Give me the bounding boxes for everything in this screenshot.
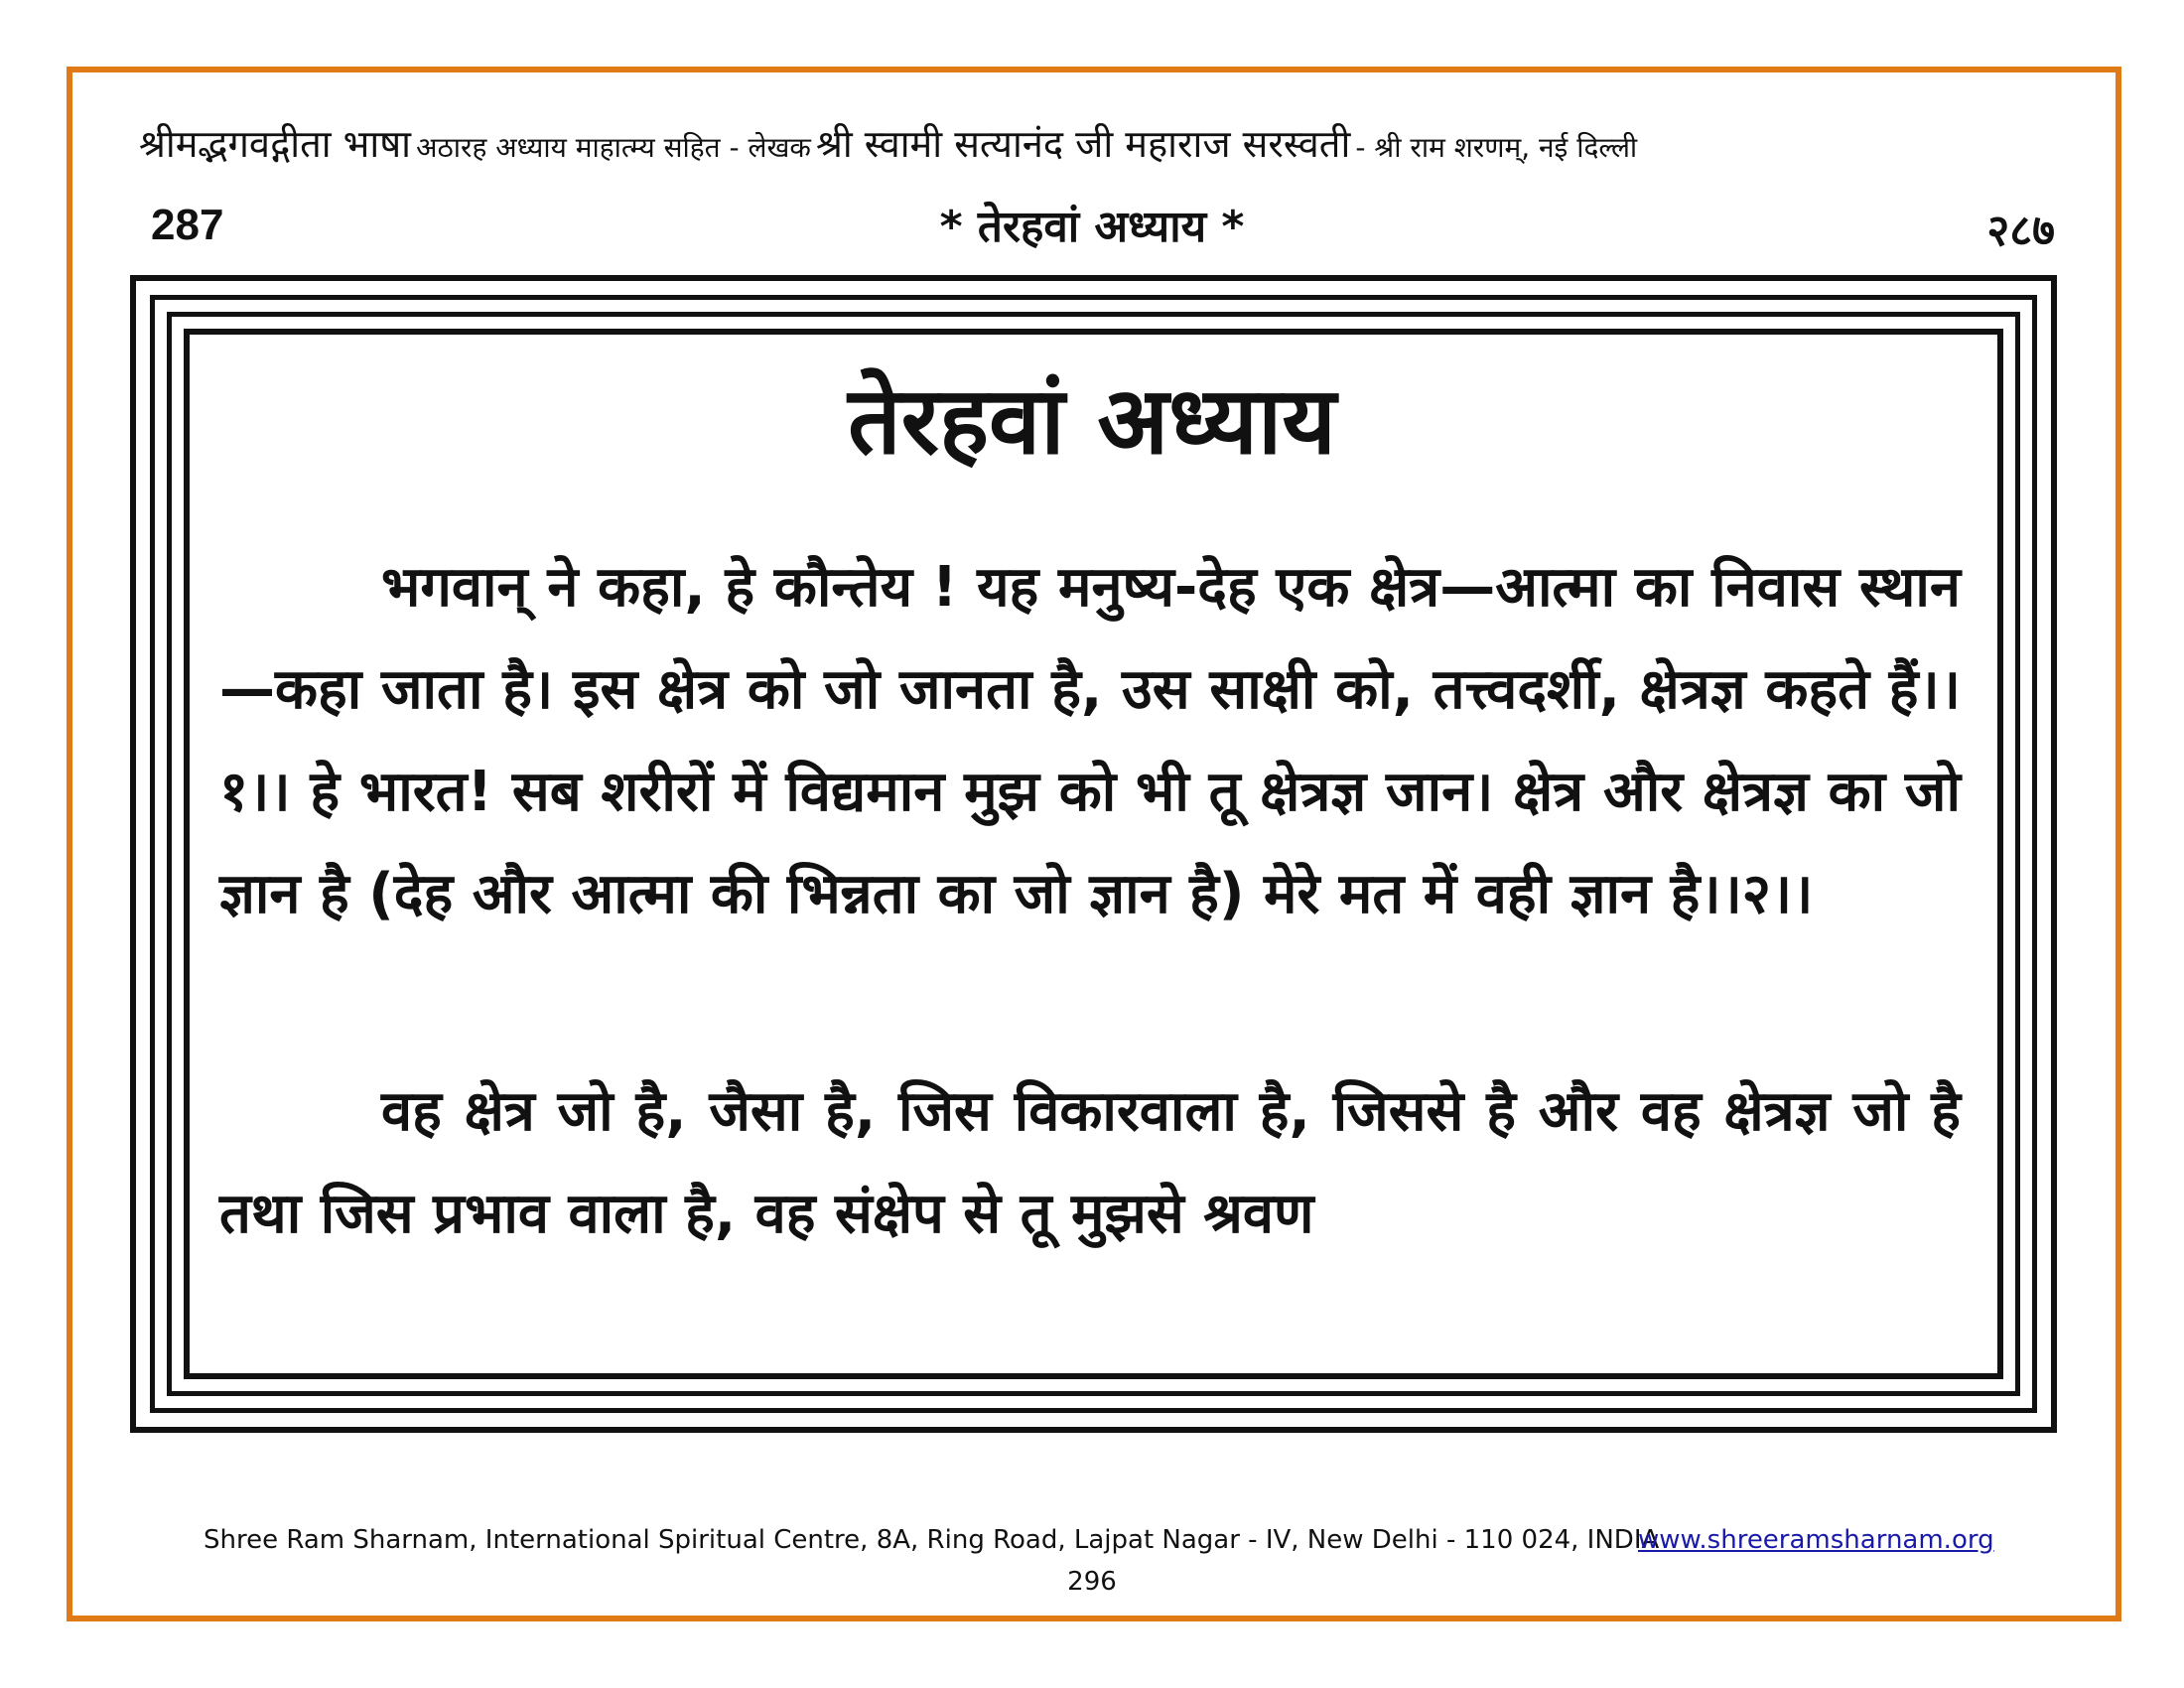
- page-number-latin: 287: [151, 201, 224, 249]
- book-title: श्रीमद्भगवद्गीता भाषा: [139, 122, 412, 166]
- page-number-devanagari: २८७: [1986, 206, 2055, 256]
- book-subtitle: अठारह अध्याय माहात्म्य सहित - लेखक: [416, 131, 811, 164]
- publisher: - श्री राम शरणम्, नई दिल्ली: [1355, 131, 1638, 164]
- chapter-heading: * तेरहवां अध्याय *: [939, 202, 1245, 252]
- chapter-title: तेरहवां अध्याय: [848, 367, 1336, 476]
- website-link[interactable]: www.shreeramsharnam.org: [1638, 1525, 1994, 1555]
- author-name: श्री स्वामी सत्यानंद जी महाराज सरस्वती: [815, 122, 1351, 166]
- verse-paragraph-1: भगवान् ने कहा, हे कौन्तेय ! यह मनुष्य-देह एक क्षेत्र—आत्मा का निवास स्थान—कहा जाता है। इस क्षेत्र को जो जानता है, उस साक्षी को, तत्त्वदर्शी, क्षेत्रज्ञ कहते हैं।।१।। हे भारत! सब शरीरों में विद्यमान मुझ को भी तू क्षेत्रज्ञ जान। क्षेत्र और क्षेत्रज्ञ का जो ज्ञान है (देह और आत्मा की भिन्नता का जो ज्ञान है) मेरे मत में वही ज्ञान है।।२।।: [219, 555, 1961, 926]
- footer-page-number: 296: [1067, 1567, 1117, 1597]
- running-header: [139, 117, 2045, 169]
- verse-paragraph-2: वह क्षेत्र जो है, जैसा है, जिस विकारवाला है, जिससे है और वह क्षेत्रज्ञ जो है तथा जिस प्रभाव वाला है, वह संक्षेप से तू मुझसे श्रवण: [219, 1079, 1961, 1246]
- footer-address: Shree Ram Sharnam, International Spiritual Centre, 8A, Ring Road, Lajpat Nagar - IV, New Delhi - 110 024, INDIA: [204, 1525, 1660, 1555]
